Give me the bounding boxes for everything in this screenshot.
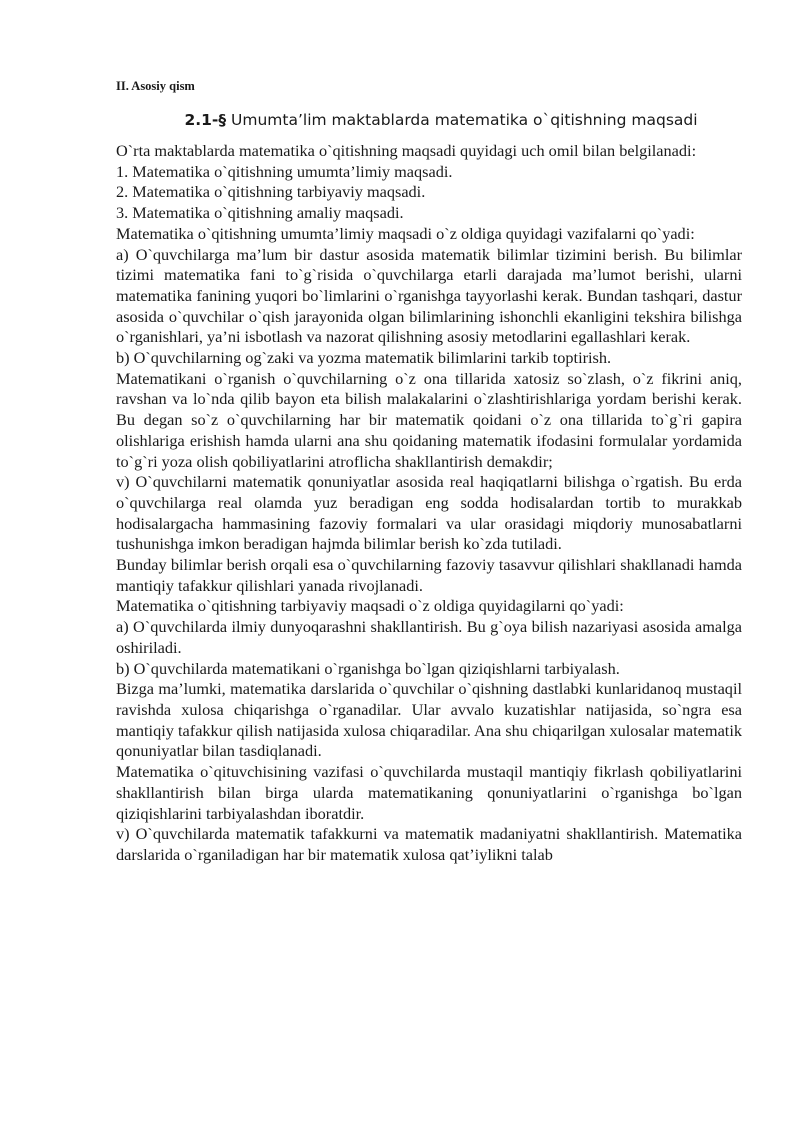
paragraph: a) O`quvchilarda ilmiy dunyoqarashni shakllantirish. Bu g`oya bilish nazariyasi asosida amalga oshiriladi.: [116, 617, 742, 657]
section-title-text: Umumta’lim maktablarda matematika o`qitishning maqsadi: [231, 111, 698, 129]
paragraph: v) O`quvchilarda matematik tafakkurni va matematik madaniyatni shakllantirish. Matematika darslarida o`rganiladigan har bir matematik xulosa qat’iylikni talab: [116, 824, 742, 864]
paragraph: b) O`quvchilarning og`zaki va yozma matematik bilimlarini tarkib toptirish.: [116, 348, 612, 368]
paragraph: v) O`quvchilarni matematik qonuniyatlar asosida real haqiqatlarni bilishga o`rgatish. Bu erda o`quvchilarga real olamda yuz beradigan eng sodda hodisalardan tortib to murakkab hodisalargacha hammasining fazoviy formalari va ular orasidagi miqdoriy munosabatlarni tushunishga imkon beradigan hajmda bilimlar berish ko`zda tutiladi.: [116, 472, 742, 554]
list-item: 2. Matematika o`qitishning tarbiyaviy maqsadi.: [116, 182, 426, 202]
document-page: [116, 77, 742, 866]
paragraph: Bunday bilimlar berish orqali esa o`quvchilarning fazoviy tasavvur qilishlari shakllanadi hamda mantiqiy tafakkur qilishlari yanada rivojlanadi.: [116, 555, 742, 595]
paragraph: b) O`quvchilarda matematikani o`rganishga bo`lgan qiziqishlarni tarbiyalash.: [116, 658, 620, 678]
section-title: [116, 109, 742, 131]
paragraph: Matematika o`qitishning tarbiyaviy maqsadi o`z oldiga quyidagilarni qo`yadi:: [116, 596, 624, 616]
paragraph: O`rta maktablarda matematika o`qitishning maqsadi quyidagi uch omil bilan belgilanadi:: [116, 141, 697, 160]
list-item: 3. Matematika o`qitishning amaliy maqsadi.: [116, 203, 404, 223]
paragraph: Matematikani o`rganish o`quvchilarning o`z ona tillarida xatosiz so`zlash, o`z fikrini aniq, ravshan va lo`nda qilib bayon eta bilish malakalarini o`zlashtirishlariga yordam berishi kerak. Bu degan so`z o`quvchilarning har bir matematik qoidani o`z ona tillarida to`g`ri gapira olishlariga erishish hamda ularni ana shu qoidaning matematik ifodasini formulalar yordamida to`g`ri yoza olish qobiliyatlarini atroflicha shakllantirish demakdir;: [116, 368, 742, 471]
section-number: 2.1-§: [184, 111, 227, 129]
list-item: 1. Matematika o`qitishning umumta’limiy maqsadi.: [116, 161, 453, 181]
paragraph: a) O`quvchilarga ma’lum bir dastur asosida matematik bilimlar tizimini berish. Bu bilimlar tizimi matematika fani to`g`risida o`quvchilarga etarli darajada ma’lumot berishi, ularni matematika fanining yuqori bo`limlarini o`rganishga tayyorlashi kerak. Bundan tashqari, dastur asosida o`quvchilar o`qish jarayonida olgan bilimlarining ishonchli ekanligini tekshira bilishga o`rganishlari, ya’ni isbotlash va nazorat qilishning asosiy metodlarini egallashlari kerak.: [116, 244, 742, 347]
part-heading: II. Asosiy qism: [116, 79, 195, 93]
paragraph: Matematika o`qitishning umumta’limiy maqsadi o`z oldiga quyidagi vazifalarni qo`yadi:: [116, 223, 695, 243]
body-text: [116, 141, 742, 866]
paragraph: Bizga ma’lumki, matematika darslarida o`quvchilar o`qishning dastlabki kunlaridanoq mustaqil ravishda xulosa chiqarishga o`rganadilar. Ular avvalo kuzatishlar natijasida, so`ngra esa mantiqiy tafakkur qilish natijasida xulosa chiqaradilar. Ana shu chiqarilgan xulosalar matematik qonuniyatlar bilan tasdiqlanadi.: [116, 679, 742, 761]
paragraph: Matematika o`qituvchisining vazifasi o`quvchilarda mustaqil mantiqiy fikrlash qobiliyatlarini shakllantirish bilan birga ularda matematikaning qonuniyatlarini o`rganishga bo`lgan qiziqishlarini tarbiyalashdan iboratdir.: [116, 762, 742, 823]
